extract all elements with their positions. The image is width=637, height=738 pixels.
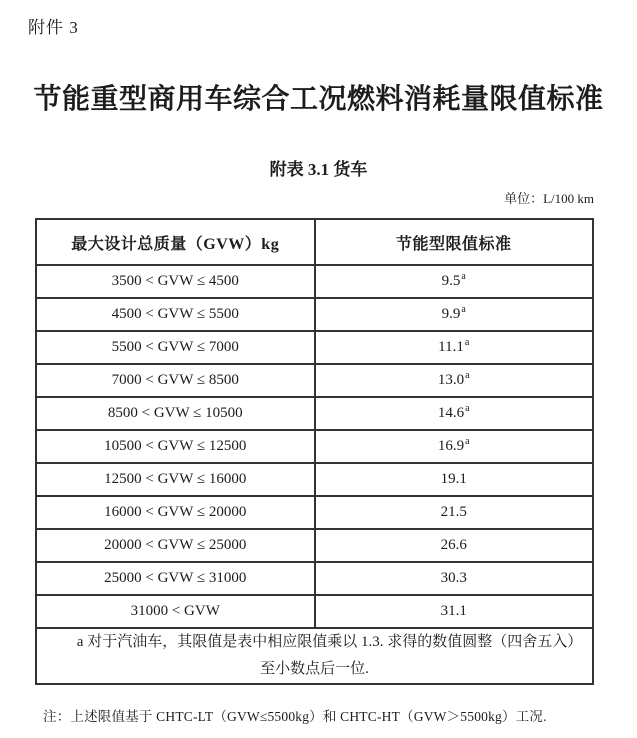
gvw-range-cell: 20000 < GVW ≤ 25000: [36, 529, 315, 562]
note-text: 注：上述限值基于 CHTC-LT（GVW≤5500kg）和 CHTC-HT（GVW＞5500kg）工况.: [43, 709, 547, 724]
table-row: [36, 397, 593, 430]
attachment-label: 附件 3: [28, 18, 79, 37]
gvw-range-cell: 31000 < GVW: [36, 595, 315, 628]
gvw-range-cell: 25000 < GVW ≤ 31000: [36, 562, 315, 595]
gvw-range-cell: 3500 < GVW ≤ 4500: [36, 265, 315, 298]
table-row: [36, 562, 593, 595]
limit-value-cell: 19.1: [315, 463, 594, 496]
limit-value-cell: 30.3: [315, 562, 594, 595]
limit-value-cell: 14.6$^a$: [315, 397, 594, 430]
footnote-line-2: 至小数点后一位.: [260, 661, 369, 677]
limit-value-cell: 9.5$^a$: [315, 265, 594, 298]
gasoline-footnote-marker: a: [461, 271, 466, 282]
gvw-range-cell: 12500 < GVW ≤ 16000: [36, 463, 315, 496]
document-title: 节能重型商用车综合工况燃料消耗量限值标准: [33, 84, 604, 115]
gvw-range-cell: 8500 < GVW ≤ 10500: [36, 397, 315, 430]
table-header-row: [36, 219, 593, 265]
gasoline-footnote-marker: a: [461, 304, 466, 315]
table-row: [36, 331, 593, 364]
footnote-cell: [36, 628, 593, 684]
footnote-row: [36, 628, 593, 684]
limit-value-cell: 11.1$^a$: [315, 331, 594, 364]
limit-value-cell: 16.9$^a$: [315, 430, 594, 463]
table-row: [36, 364, 593, 397]
limit-value-cell: 26.6: [315, 529, 594, 562]
table-caption: 附表 3.1 货车: [269, 160, 368, 179]
gasoline-footnote-marker: a: [465, 403, 470, 414]
limit-value-cell: 31.1: [315, 595, 594, 628]
gasoline-footnote-marker: a: [465, 370, 470, 381]
table-row: [36, 265, 593, 298]
gasoline-footnote-marker: a: [465, 436, 470, 447]
limit-column-header: 节能型限值标准: [315, 219, 594, 265]
gvw-range-cell: 16000 < GVW ≤ 20000: [36, 496, 315, 529]
gvw-column-header: 最大设计总质量（GVW）kg: [36, 219, 315, 265]
footnote-line-1: a 对于汽油车，其限值是表中相应限值乘以 1.3. 求得的数值圆整（四舍五入）: [76, 634, 583, 650]
limit-value-cell: 13.0$^a$: [315, 364, 594, 397]
limit-value-cell: 21.5: [315, 496, 594, 529]
unit-label: 单位：L/100 km: [504, 191, 594, 206]
gvw-range-cell: 5500 < GVW ≤ 7000: [36, 331, 315, 364]
table-row: [36, 496, 593, 529]
table-row: [36, 430, 593, 463]
gvw-range-cell: 7000 < GVW ≤ 8500: [36, 364, 315, 397]
table-row: [36, 463, 593, 496]
fuel-limits-table: [35, 218, 594, 685]
limit-value-cell: 9.9$^a$: [315, 298, 594, 331]
gvw-range-cell: 4500 < GVW ≤ 5500: [36, 298, 315, 331]
table-row: [36, 595, 593, 628]
table-row: [36, 529, 593, 562]
gvw-range-cell: 10500 < GVW ≤ 12500: [36, 430, 315, 463]
table-row: [36, 298, 593, 331]
gasoline-footnote-marker: a: [464, 337, 470, 348]
